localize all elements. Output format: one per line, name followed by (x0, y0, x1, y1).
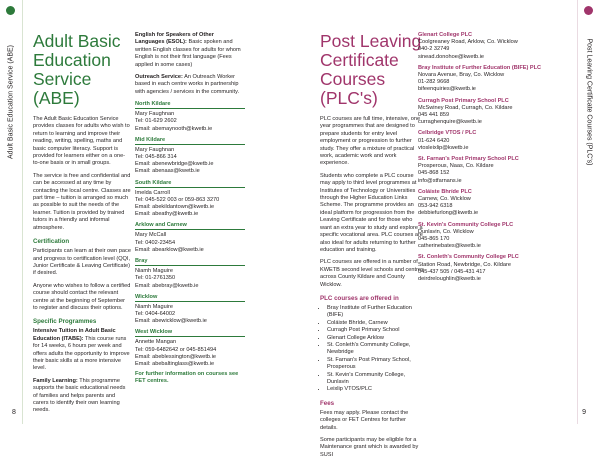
college-email: debbiefurlong@kwetb.ie (418, 210, 479, 217)
contact-name: Annette Mangan (135, 339, 177, 346)
outreach-para: Outreach Service: An Outreach Worker based in each centre works in partnership with agencies / services in the community. (135, 74, 240, 95)
itabe-para: Intensive Tuition in Adult Basic Education (ITABE): This course runs for 14 weeks, 6 hours per week and offers adults the opportunity to improve their basic skills at a more intensive level. (33, 328, 130, 372)
page-number-left: 8 (12, 409, 16, 416)
location-west-wicklow: West Wicklow (135, 329, 245, 337)
contact-tel: Tel: 045-522 003 or 059-863 3270 (135, 196, 220, 203)
certification-heading: Certification (33, 238, 70, 246)
certification-para-1: Participants can learn at their own pace and progress to certification level (QQI, Junior Certificate & Leaving Certificate) if desired. (33, 248, 131, 277)
college-name: Bray Institute of Further Education (BIFE) PLC (418, 64, 542, 71)
contact-email: Email: abeblessington@kwetb.ie (135, 353, 216, 360)
college-name: Glenart College PLC (418, 32, 473, 38)
right-side-label: Post Leaving Certificate Courses (PLC's) (585, 38, 593, 166)
page-number-right: 9 (582, 409, 586, 416)
college-name: St. Farnan's Post Primary School PLC (418, 156, 519, 163)
green-dot-icon (6, 6, 15, 15)
college-phone: 045-868 152 (418, 170, 450, 177)
college-email: info@stfarnans.ie (418, 177, 462, 184)
college-email: bifeenquiries@kwetb.ie (418, 86, 476, 93)
college-name: Coláiste Bhríde PLC (418, 188, 472, 195)
contact-tel: Tel: 01-629 2602 (135, 118, 177, 125)
college-address: McSwiney Road, Curragh, Co. Kildare (418, 104, 513, 111)
college-email: sinead.donohoe@kwetb.ie (418, 53, 485, 60)
left-column-1 (33, 32, 131, 420)
fet-footer-note: For further information on courses see FET centres. (135, 371, 239, 385)
college-phone: 045-865 170 (418, 236, 450, 243)
plc-centres-heading: PLC courses are offered in (320, 294, 399, 302)
college-phone: 045 441 859 (418, 112, 450, 119)
contact-name: Niamh Maguire (135, 268, 173, 275)
contact-name: Imelda Carroll (135, 189, 170, 196)
contact-tel: Tel: 059-6482642 or 045-851494 (135, 346, 217, 353)
contact-name: Mary Faughnan (135, 111, 175, 118)
plc-centres-list (320, 305, 424, 394)
college-name: St. Kevin's Community College PLC (418, 221, 514, 228)
fees-heading: Fees (320, 399, 335, 407)
list-item: • Bray Institute of Further Education (BIFE) (327, 305, 424, 320)
right-side-tab (577, 0, 600, 424)
list-item: • St. Conleth's Community College, Newbridge (327, 342, 424, 357)
list-item: • St. Kevin's Community College, Dunlavin (327, 372, 424, 387)
contact-email: Email: abewicklow@kwetb.ie (135, 318, 207, 325)
specific-programmes-heading: Specific Programmes (33, 318, 97, 326)
abe-intro-2: The service is free and confidential and can be accessed at any time by contacting the local centre. Classes are part time – tuition is arranged so much as possible to suit the needs of the learner. Tuition is provided by trained tutors in a friendly and informal atmosphere. (33, 172, 131, 231)
family-learning-para: Family Learning: This programme supports the basic educational needs of families and helps parents and carers to identify their own learning needs. (33, 377, 126, 414)
pink-dot-icon (584, 6, 593, 15)
college-phone: 01-282 9668 (418, 79, 450, 86)
college-phone: 045-437 505 / 045-431 417 (418, 268, 486, 275)
college-address: Dunlavin, Co. Wicklow (418, 228, 474, 235)
contact-email: Email: abebray@kwetb.ie (135, 282, 199, 289)
esol-para: English for Speakers of Other Languages (ESOL): Basic spoken and written English classes for adults for whom English is not their first language (Fees applied in some cases) (135, 32, 241, 68)
contact-name: Mary Faughnan (135, 146, 175, 153)
left-side-label: Adult Basic Education Service (ABE) (7, 45, 15, 159)
list-item: • Curragh Post Primary School (327, 327, 424, 334)
college-phone: 040-2 32749 (418, 46, 450, 53)
plc-intro-2: Students who complete a PLC course may apply to third level programmes at Institutes of Technology or Universities through the Higher Education Links Scheme. The programme provides an ideal platform for progression from the Leaving Certificate and for those who want an extra year to study and explore a specific vocational area. PLC courses are also ideal for adults returning to further education and training. (320, 172, 423, 253)
abe-title: Adult Basic Education Service (ABE) (33, 31, 121, 108)
college-phone: 01-624 6420 (418, 137, 450, 144)
location-wicklow: Wicklow (135, 294, 245, 302)
contact-email: Email: abemaynooth@kwetb.ie (135, 125, 213, 132)
location-mid-kildare: Mid Kildare (135, 137, 245, 145)
college-address: Prosperous, Naas, Co. Kildare (418, 163, 494, 170)
contact-email: Email: abeathy@kwetb.ie (135, 211, 199, 218)
contact-email: Email: abekildantown@kwetb.ie (135, 204, 215, 211)
college-name: Celbridge VTOS / PLC (418, 130, 477, 137)
contact-email: Email: abebaltinglass@kwetb.ie (135, 360, 215, 367)
right-column-1 (320, 32, 424, 464)
plc-intro-1: PLC courses are full time, intensive, one year programmes that are designed to prepare students for entry level employment or progression to further study. They offer a mixture of practical work, academic work and work experience. (320, 116, 421, 167)
contact-tel: Tel: 0404-64002 (135, 310, 176, 317)
right-column-2 (418, 32, 568, 283)
left-page (0, 0, 300, 424)
college-address: Coolgreaney Road, Arklow, Co. Wicklow (418, 39, 518, 46)
list-item: • Leixlip VTOS/PLC (327, 386, 424, 393)
location-bray: Bray (135, 258, 245, 266)
contact-tel: Tel: 0402-23454 (135, 239, 176, 246)
contact-email: Email: abenewbridge@kwetb.ie (135, 161, 214, 168)
location-arklow-carnew: Arklow and Carnew (135, 222, 245, 230)
college-email: catherinebates@kwetb.ie (418, 243, 481, 250)
contact-tel: Tel: 01-2761350 (135, 275, 176, 282)
college-email: deirdreloughlin@kwetb.ie (418, 276, 481, 283)
location-south-kildare: South Kildare (135, 180, 245, 188)
college-name: St. Conleth's Community College PLC (418, 254, 519, 261)
college-address: Carnew, Co. Wicklow (418, 196, 471, 203)
contact-email: Email: abearklow@kwetb.ie (135, 246, 204, 253)
college-address: Novara Avenue, Bray, Co. Wicklow (418, 72, 505, 79)
plc-intro-3: PLC courses are offered in a number of KWETB second level schools and centres across County Kildare and County Wicklow. (320, 259, 424, 288)
contact-name: Niamh Maguire (135, 303, 173, 310)
list-item: • Coláiste Bhríde, Carnew (327, 320, 424, 327)
fees-para-2: Some participants may be eligible for a Maintenance grant which is awarded by SUSI (320, 437, 419, 458)
abe-intro-1: The Adult Basic Education Service provides classes for adults who wish to return to learning and improve their reading, writing, spelling, maths and basic computer literacy. Support is provided for learners either on a one-to-one basis or in small groups. (33, 116, 130, 167)
left-column-2 (135, 32, 245, 386)
college-email: curraghenquire@kwetb.ie (418, 119, 482, 126)
college-name: Curragh Post Primary School PLC (418, 97, 509, 104)
left-side-tab (0, 0, 23, 424)
certification-para-2: Anyone who wishes to follow a certified course should contact the relevant centre at the beginning of September to register and discuss their options. (33, 282, 131, 311)
contact-email: Email: abenaas@kwetb.ie (135, 168, 200, 175)
college-address: Station Road, Newbridge, Co. Kildare (418, 261, 511, 268)
list-item: • Glenart College Arklow (327, 335, 424, 342)
college-email: vtosleixlip@kwetb.ie (418, 144, 469, 151)
college-phone: 053-942 6318 (418, 203, 453, 210)
list-item: • St. Farnan's Post Primary School, Prosperous (327, 357, 424, 372)
right-page (300, 0, 600, 458)
plc-title: Post Leaving Certificate Courses (PLC's) (320, 31, 422, 108)
fees-para-1: Fees may apply. Please contact the colleges or FET Centres for further details. (320, 409, 409, 431)
location-north-kildare: North Kildare (135, 101, 245, 109)
contact-name: Mary McCall (135, 232, 167, 239)
contact-tel: Tel: 045-866 314 (135, 154, 177, 161)
